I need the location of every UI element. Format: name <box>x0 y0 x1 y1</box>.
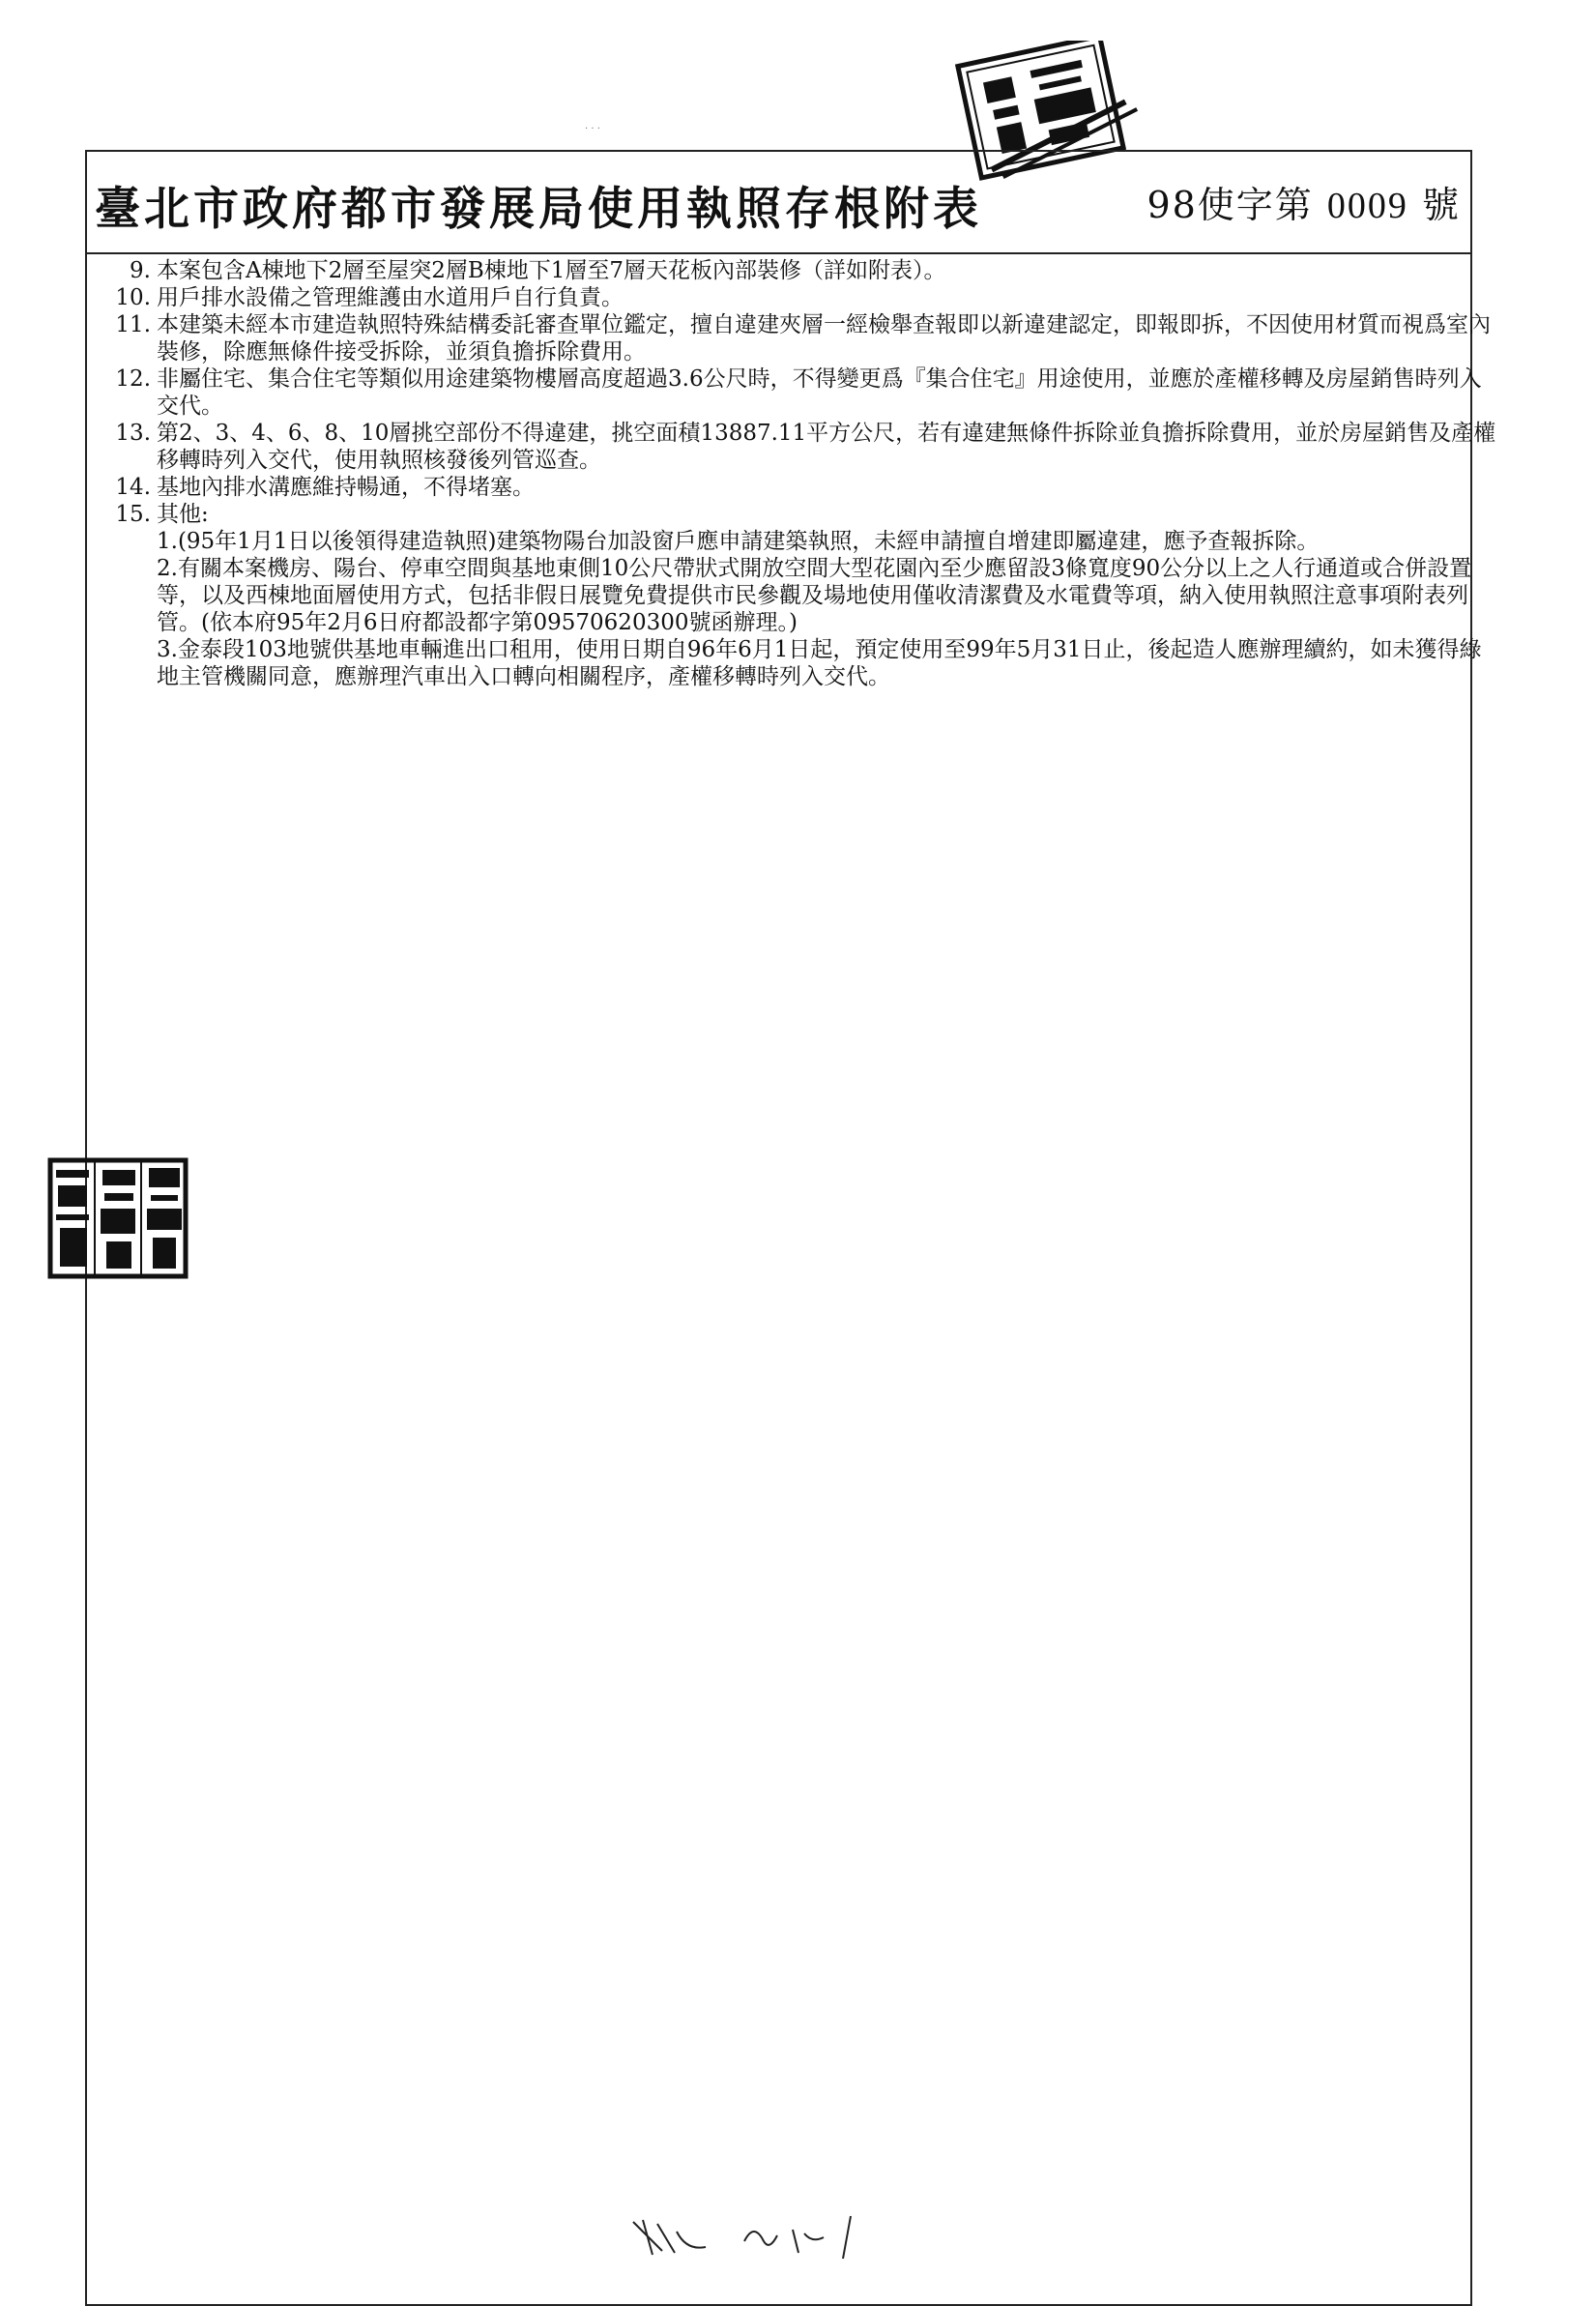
list-item <box>104 365 1496 420</box>
permit-suffix: 號 <box>1421 184 1461 226</box>
item-text: 其他: <box>157 502 209 527</box>
item-text: 非屬住宅、集合住宅等類似用途建築物樓層高度超過3.6公尺時，不得變更爲『集合住宅』用途使用，並應於產權移轉及房屋銷售時列入交代。 <box>157 366 1482 419</box>
item-text: 本案包含A棟地下2層至屋突2層B棟地下1層至7層天花板內部裝修（詳如附表）。 <box>157 258 946 283</box>
item-number: 9. <box>130 258 151 283</box>
permit-prefix: 98使字第 <box>1146 184 1314 226</box>
list-item <box>104 501 1496 528</box>
page-title: 臺北市政府都市發展局使用執照存根附表 <box>95 183 982 236</box>
sub-item: 1.(95年1月1日以後領得建造執照)建築物陽台加設窗戶應申請建築執照，未經申請擅自增建即屬違建，應予查報拆除。 <box>157 529 1320 554</box>
seal-stamp-left-icon <box>46 1156 191 1282</box>
item-text: 本建築未經本市建造執照特殊結構委託審查單位鑑定，擅自違建夾層一經檢舉查報即以新違建認定，即報即拆，不因使用材質而視爲室內裝修，除應無條件接受拆除，並須負擔拆除費用。 <box>157 312 1491 365</box>
list-item <box>104 257 1496 284</box>
list-item <box>104 474 1496 501</box>
scan-specks: · · · <box>585 124 600 134</box>
item-number: 15. <box>115 502 151 527</box>
item-number: 11. <box>115 312 151 337</box>
header-row <box>85 150 1472 254</box>
notes-list <box>104 257 1496 690</box>
item-text: 用戶排水設備之管理維護由水道用戶自行負責。 <box>157 285 624 310</box>
list-item <box>104 284 1496 311</box>
item-number: 12. <box>115 366 151 392</box>
list-item <box>104 311 1496 365</box>
signature-icon <box>628 2212 880 2261</box>
item-number: 13. <box>115 421 151 446</box>
item-text: 基地內排水溝應維持暢通，不得堵塞。 <box>157 475 535 500</box>
permit-number-value: 0009 <box>1326 186 1408 226</box>
item-number: 10. <box>115 285 151 310</box>
item-number: 14. <box>115 475 151 500</box>
item-text: 第2、3、4、6、8、10層挑空部份不得違建，挑空面積13887.11平方公尺，若有違建無條件拆除並負擔拆除費用，並於房屋銷售及產權移轉時列入交代，使用執照核發後列管巡查。 <box>157 421 1496 473</box>
sub-item: 2.有關本案機房、陽台、停車空間與基地東側10公尺帶狀式開放空間大型花園內至少應留設3條寬度90公分以上之人行通道或合併設置等，以及西棟地面層使用方式，包括非假日展覽免費提供市民參觀及場地使用僅收清潔費及水電費等項，納入使用執照注意事項附表列管。(依本府95年2月6日府都設都字第09570620300號函辦理。) <box>157 556 1472 635</box>
permit-number <box>1146 175 1461 228</box>
sub-item: 3.金泰段103地號供基地車輛進出口租用，使用日期自96年6月1日起，預定使用至99年5月31日止，後起造人應辦理續約，如未獲得綠地主管機關同意，應辦理汽車出入口轉向相關程序，產權移轉時列入交代。 <box>157 637 1482 689</box>
list-item <box>104 420 1496 474</box>
